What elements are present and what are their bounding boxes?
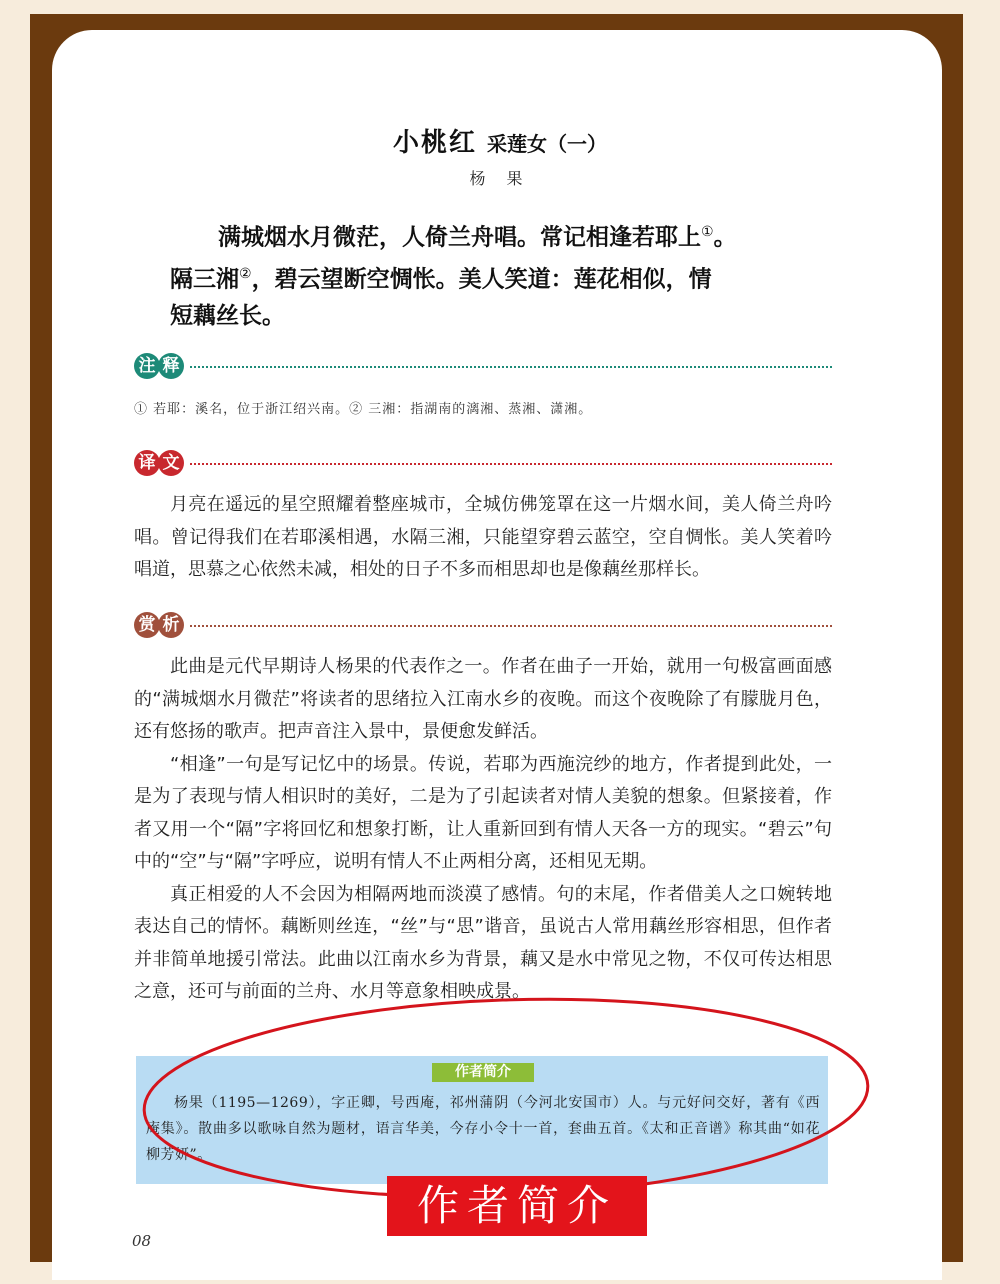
notes-text: ① 若耶：溪名，位于浙江绍兴南。② 三湘：指湖南的漓湘、蒸湘、潇湘。 [134, 402, 593, 417]
title-sub: 采莲女（一） [487, 132, 607, 156]
poem-line-2: 隔三湘 [170, 265, 239, 293]
notes-badge-char-2: 释 [158, 353, 184, 379]
analysis-paragraph-3: 真正相爱的人不会因为相隔两地而淡漠了感情。句的末尾，作者借美人之口婉转地表达自己的情怀。藕断则丝连，“丝”与“思”谐音，虽说古人常用藕丝形容相思，但作者并非简单地援引常法。此曲以江南水乡为背景，藕又是水中常见之物，不仅可传达相思之意，还可与前面的兰舟、水月等意象相映成景。 [134, 883, 832, 1002]
poem-text [170, 214, 820, 334]
notes-badge-char-1: 注 [134, 353, 160, 379]
author-info-text: 杨果（1195—1269），字正卿，号西庵，祁州蒲阴（今河北安国市）人。与元好问交好，著有《西庵集》。散曲多以歌咏自然为题材，语言华美，今存小令十一首，套曲五首。《太和正音谱》称其曲“如花柳芳妍”。 [146, 1095, 820, 1163]
poem-line-1: 满城烟水月微茫，人倚兰舟唱。常记相逢若耶上 [218, 223, 701, 251]
translation-badge-char-1: 译 [134, 450, 160, 476]
overlay-author-label: 作者简介 [387, 1176, 647, 1236]
page-number: 08 [132, 1232, 152, 1250]
translation-paragraph: 月亮在遥远的星空照耀着整座城市，全城仿佛笼罩在这一片烟水间，美人倚兰舟吟唱。曾记得我们在若耶溪相遇，水隔三湘，只能望穿碧云蓝空，空自惆怅。美人笑着吟唱道，思慕之心依然未减，相处的日子不多而相思却也是像藕丝那样长。 [134, 494, 832, 580]
translation-divider [190, 463, 832, 465]
author-info-title: 作者简介 [432, 1063, 534, 1082]
poem-author: 杨 果 [469, 169, 531, 188]
footnote-mark-2: ② [239, 265, 252, 282]
analysis-badge-char-1: 赏 [134, 612, 160, 638]
analysis-paragraph-2: “相逢”一句是写记忆中的场景。传说，若耶为西施浣纱的地方，作者提到此处，一是为了表现与情人相识时的美好，二是为了引起读者对情人美貌的想象。但紧接着，作者又用一个“隔”字将回忆和想象打断，让人重新回到有情人天各一方的现实。“碧云”句中的“空”与“隔”字呼应，说明有情人不止两相分离，还相见无期。 [134, 753, 833, 872]
translation-badge-char-2: 文 [158, 450, 184, 476]
translation-heading [134, 450, 832, 480]
title-main: 小桃红 [392, 128, 477, 158]
analysis-paragraph-1: 此曲是元代早期诗人杨果的代表作之一。作者在曲子一开始，就用一句极富画面感的“满城烟水月微茫”将读者的思绪拉入江南水乡的夜晚。而这个夜晚除了有朦胧月色，还有悠扬的歌声。把声音注入景中，景便愈发鲜活。 [134, 656, 832, 742]
analysis-text [134, 651, 832, 1009]
translation-text [134, 489, 832, 587]
poem-line-1-end: 。 [713, 223, 737, 251]
poem-title [0, 122, 1000, 159]
poem-line-2-end: ，碧云望断空惆怅。美人笑道：莲花相似，情 [251, 265, 712, 293]
poem-line-3: 短藕丝长。 [170, 302, 285, 330]
analysis-heading [134, 612, 832, 642]
notes-divider [190, 366, 832, 368]
notes-heading [134, 353, 832, 383]
analysis-badge-char-2: 析 [158, 612, 184, 638]
analysis-divider [190, 625, 832, 627]
footnote-mark-1: ① [701, 224, 714, 240]
